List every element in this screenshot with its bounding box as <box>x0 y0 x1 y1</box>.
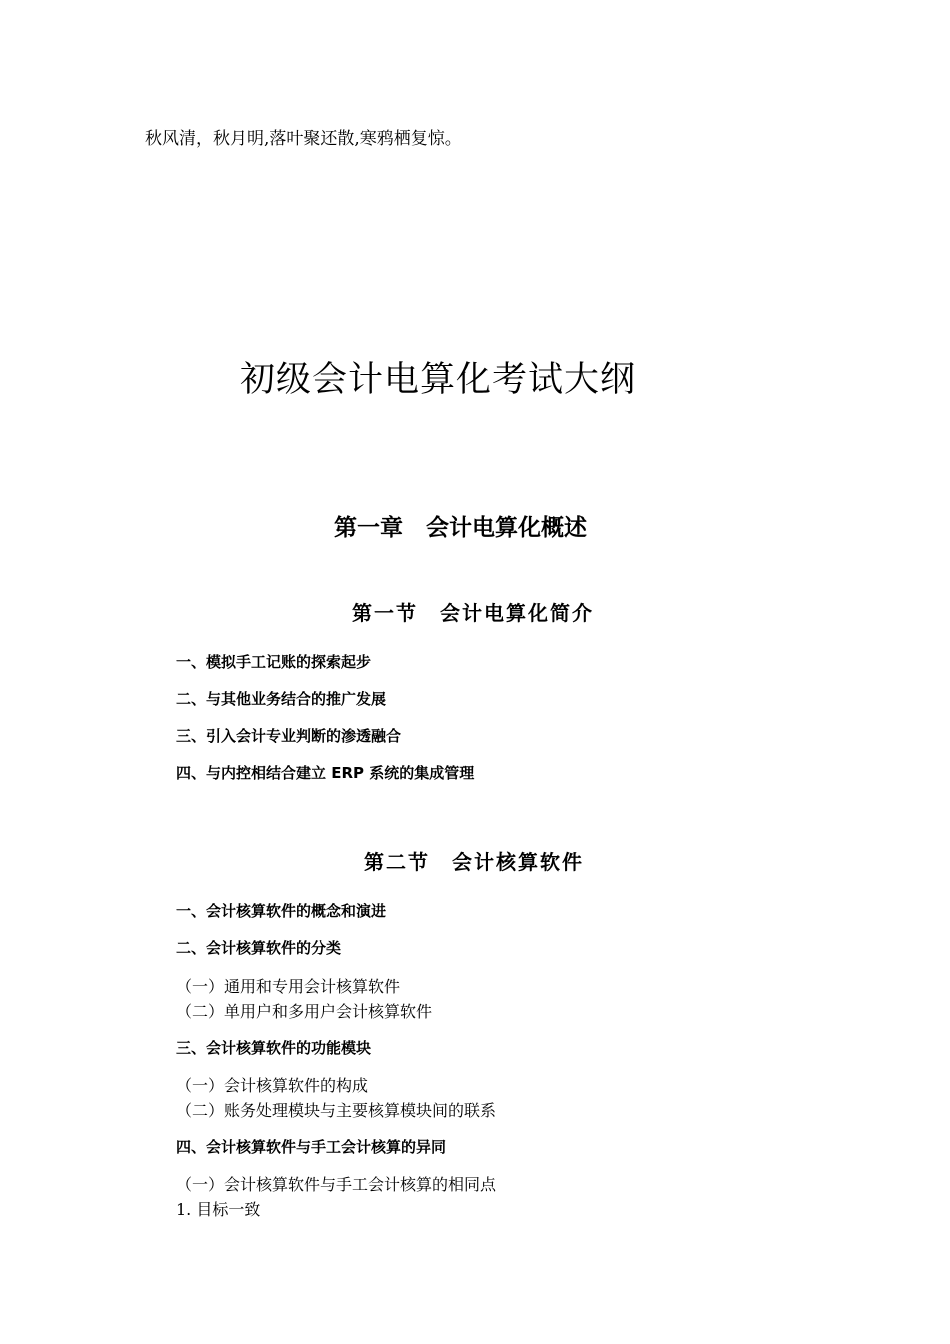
section-heading: 第一节 会计电算化简介 <box>352 601 594 625</box>
sub-item: （一）会计核算软件的构成 <box>176 1076 369 1095</box>
list-item: 二、会计核算软件的分类 <box>176 939 342 957</box>
sub-item: （一）会计核算软件与手工会计核算的相同点 <box>176 1175 497 1194</box>
sub-item: （二）单用户和多用户会计核算软件 <box>176 1002 433 1021</box>
chapter-heading: 第一章 会计电算化概述 <box>334 514 587 541</box>
list-item: 三、引入会计专业判断的渗透融合 <box>176 727 402 745</box>
poem-line: 秋风清，秋月明,落叶聚还散,寒鸦栖复惊。 <box>145 129 462 149</box>
list-item: 一、模拟手工记账的探索起步 <box>176 653 372 671</box>
document-title: 初级会计电算化考试大纲 <box>240 360 637 400</box>
sub-item: 1. 目标一致 <box>176 1200 261 1219</box>
list-item: 三、会计核算软件的功能模块 <box>176 1039 372 1057</box>
section-heading: 第二节 会计核算软件 <box>364 850 584 874</box>
list-item: 四、会计核算软件与手工会计核算的异同 <box>176 1138 447 1156</box>
list-item: 一、会计核算软件的概念和演进 <box>176 902 387 920</box>
list-item: 四、与内控相结合建立 ERP 系统的集成管理 <box>176 764 475 782</box>
sub-item: （一）通用和专用会计核算软件 <box>176 977 401 996</box>
sub-item: （二）账务处理模块与主要核算模块间的联系 <box>176 1101 497 1120</box>
list-item: 二、与其他业务结合的推广发展 <box>176 690 387 708</box>
